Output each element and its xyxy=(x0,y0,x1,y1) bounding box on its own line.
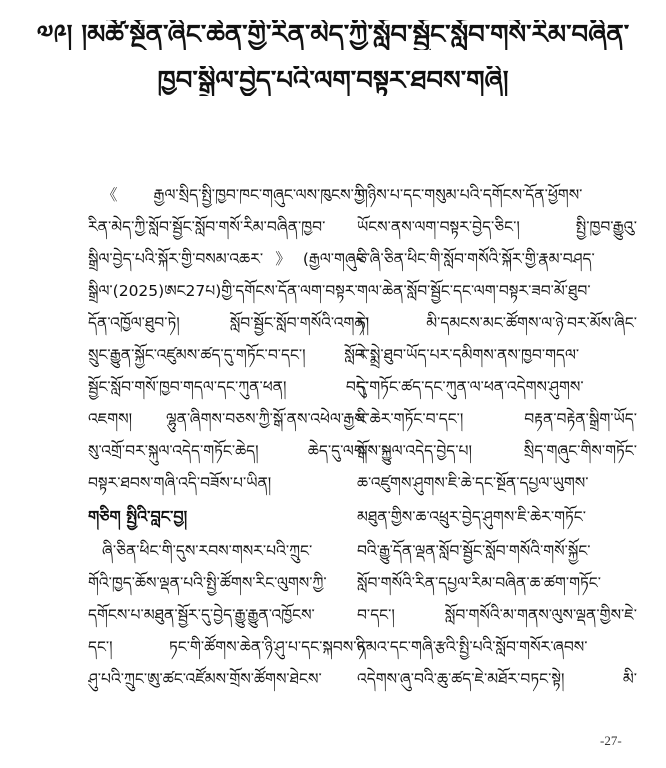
paragraph-line: སྒོས་སྐྱུལ་འདེད་བྱེད་པ། སྲིད་གཞུང་གིས་གཏོང་ xyxy=(357,442,637,460)
paragraph-line: དོན་འཁྱོལ་ཐུབ་ཏེ། སློབ་སྦྱོང་སློབ་གསོའི་འགན་ xyxy=(88,314,368,332)
paragraph-line: མཐུན་གྱིས་ཆ་འཕྲུར་བྱེད་ཤུགས་ཇི་ཆེར་གཏོང་ xyxy=(357,508,586,526)
page-number: -27- xyxy=(600,733,622,748)
paragraph-line: གཉིས་པ་དང་གསུམ་པའི་དགོངས་དོན་ཕྱོགས་ xyxy=(357,186,583,204)
paragraph-line: ཡོངས་ནས་ལག་བསྟར་བྱེད་ཅིང་། སྤྱི་ཁྱབ་རྒྱུའུ་ xyxy=(357,218,637,236)
paragraph-line: རིན་མེད་ཀྱི་སློབ་སྦྱོང་སློབ་གསོ་རིམ་བཞིན་ཁྱབ་ xyxy=(88,218,326,236)
paragraph-line: བའི་རྒྱུ་དོན་ལྡན་སློབ་སྦྱོང་སློབ་གསོའི་གསོ་སྐྱོང་ xyxy=(357,542,591,560)
title-line-1: ༧༩། །མཚོ་སྔོན་ཞིང་ཆེན་གྱི་རིན་མེད་ཀྱི་སློབ་སྦྱོང་སློབ་གསོ་རིམ་བཞིན་ xyxy=(36,20,630,50)
paragraph-line: སྲུང་རྒྱུན་སྐྱོང་འཛུམས་ཚད་དུ་གཏོང་བ་དང་། སློབ་ xyxy=(88,346,368,364)
paragraph-line: དགོངས་པ་མཐུན་སྦྱོར་དུ་བྱེད་རྒྱུ་རྒྱུན་འཁྱོངས་ xyxy=(88,606,315,624)
paragraph-line: བསྟར་ཐབས་གཞི་འདི་བཟོས་པ་ཡིན། xyxy=(88,474,272,492)
paragraph-line: འཇགས། ལྷུན་ཞིགས་བཅས་ཀྱི་སྒོ་ནས་འཕེལ་རྒྱས་ xyxy=(88,410,368,428)
paragraph-line: སྒྲིལ་བྱེད་པའི་སྐོར་གྱི་བསམ་འཆར་》(རྒྱལ་གཞུང་ xyxy=(88,250,368,268)
paragraph-line: དུ་གཏོང་ཚད་དང་ཀུན་ལ་ཕན་འདེགས་ཤུགས་ xyxy=(357,378,584,396)
section-heading: གཅིག སྤྱིའི་བླང་བྱ། xyxy=(88,507,188,526)
paragraph-line: ཞི་ཅིན་ཕིང་གི་དུས་རབས་གསར་པའི་ཀྲུང་ xyxy=(102,542,313,560)
paragraph-line: སྒྲིལ་(2025)ཨང27པ)གྱི་དགོངས་དོན་ལག་བསྟར་ xyxy=(88,282,358,300)
paragraph-line: ཤུ་པའི་ཀྲུང་ཨུ་ཚང་འཛོམས་གྲོས་ཚོགས་ཐེངས་ xyxy=(88,670,322,688)
paragraph-line: 《རྒྱལ་སྲིད་སྤྱི་ཁྱབ་ཁང་གཞུང་ལས་ཁུངས་ཀྱི་ xyxy=(102,186,368,204)
paragraph-line: སུ་འགྲོ་བར་སྐུལ་འདེད་གཏོང་ཆེད། ཆེད་དུ་ལག་ xyxy=(88,442,368,460)
paragraph-line: དང་། ཏང་གི་ཚོགས་ཆེན་ཉི་ཤུ་པ་དང་སྐབས་ཉི་ xyxy=(88,638,368,656)
paragraph-line: ཇི་ཆེར་གཏོང་བ་དང་། བརྟན་བརྟེན་སྒྲིག་ཡོད་ xyxy=(357,410,637,428)
title-line-2: ཁྱབ་སྒྲིལ་བྱེད་པའི་ལག་བསྟར་ཐབས་གཞི། xyxy=(157,66,509,96)
paragraph-line: སློབ་གསོའི་རིན་དཔྱལ་རིམ་བཞིན་ཆ་ཚག་གཏོང་ xyxy=(357,574,601,592)
paragraph-line: གལ་ཆེན་སློབ་སྦྱོང་དང་ལག་བསྟར་ཟབ་མོ་ཐུབ་ xyxy=(357,282,591,300)
paragraph-line: རེ་སྨྲེ་ཐུབ་ཡོད་པར་དམིགས་ནས་ཁྱབ་གདལ་ xyxy=(357,346,580,364)
paragraph-line: གོའི་ཁྱད་ཆོས་ལྡན་པའི་སྤྱི་ཚོགས་རིང་ལུགས་ཀྱི་ xyxy=(88,574,327,592)
paragraph-line: འདེགས་ཞུ་བའི་ཆུ་ཚད་ཇེ་མཐོར་བཏང་སྟེ། མི་ xyxy=(357,670,637,688)
paragraph-line: ཅི་ཞི་ཅིན་ཕིང་གི་སློབ་གསོའི་སྐོར་གྱི་རྣམ་བཤད་ xyxy=(357,250,595,268)
paragraph-line: ཏེ། མི་དམངས་མང་ཚོགས་ལ་ཉེ་བར་མོས་ཞིང་ xyxy=(357,314,637,332)
paragraph-line: ཆ་འཛུགས་ཤུགས་ཇི་ཆེ་དང་སྔོན་དཔྱལ་ཡུགས་ xyxy=(357,474,589,492)
paragraph-line: བ་དང་། སློབ་གསོའི་མ་གནས་ལུས་ལྡན་གྱིས་ཇེ་ xyxy=(357,606,637,624)
paragraph-line: དམའ་དང་གཞི་རྩའི་སྤྱི་པའི་སློབ་གསོར་ཞབས་ xyxy=(357,638,588,656)
paragraph-line: སྦྱོང་སློབ་གསོ་ཁྱབ་གདལ་དང་ཀུན་ཕན། བདེ་ xyxy=(88,378,368,396)
